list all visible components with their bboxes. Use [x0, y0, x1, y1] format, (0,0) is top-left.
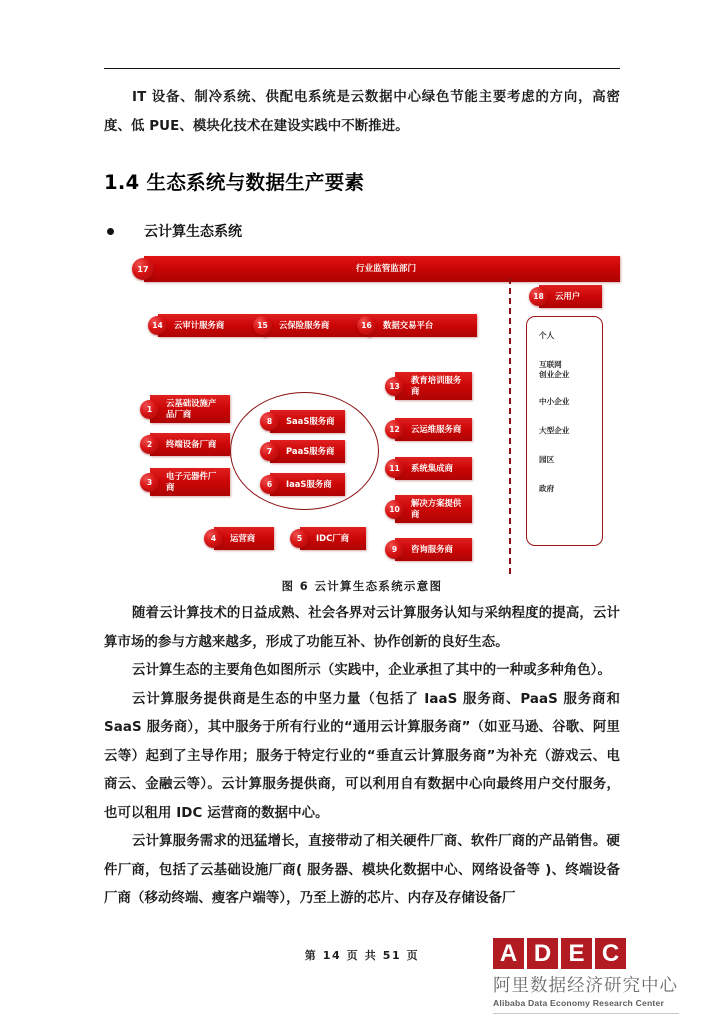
badge-number: 4	[204, 529, 223, 548]
badge-number: 18	[529, 287, 548, 306]
diagram-node-6	[260, 473, 345, 496]
node-label: 教育培训服务商	[395, 372, 472, 400]
user-type-item: 政府	[539, 484, 555, 493]
cloud-ecosystem-diagram	[132, 252, 620, 574]
paragraph-4: 云计算服务需求的迅猛增长，直接带动了相关硬件厂商、软件厂商的产品销售。硬件厂商，包括了云基础设施厂商( 服务器、模块化数据中心、网络设备等 )、终端设备厂商（移动终端、瘦客户端等），乃至上游的芯片、内存及存储设备厂	[104, 834, 620, 906]
paragraph-1: 随着云计算技术的日益成熟、社会各界对云计算服务认知与采纳程度的提高，云计算市场的参与方越来越多，形成了功能互补、协作创新的良好生态。	[104, 606, 620, 650]
page-top-rule	[104, 68, 620, 69]
adec-logo	[493, 938, 689, 1014]
diagram-node-15	[253, 314, 371, 337]
diagram-node-8	[260, 410, 345, 433]
badge-number: 13	[385, 377, 404, 396]
diagram-dashed-divider	[509, 278, 511, 574]
diagram-node-10	[385, 495, 472, 523]
badge-number: 17	[132, 258, 154, 280]
bullet-item-cloud-ecosystem	[104, 221, 620, 241]
page-content-top	[104, 84, 620, 241]
badge-number: 6	[260, 475, 279, 494]
node-label: 终端设备厂商	[150, 433, 230, 456]
badge-number: 8	[260, 412, 279, 431]
user-type-item: 大型企业	[539, 426, 570, 435]
banner-label: 行业监管监部门	[144, 256, 620, 282]
user-type-item: 互联网 创业企业	[539, 360, 570, 379]
page-content-bottom	[104, 600, 620, 914]
node-label: 解决方案提供商	[395, 495, 472, 523]
badge-number: 16	[357, 316, 376, 335]
diagram-node-7	[260, 440, 345, 463]
badge-number: 2	[140, 435, 159, 454]
diagram-node-9	[385, 538, 472, 561]
node-label: IDC厂商	[300, 527, 366, 550]
node-label: 云审计服务商	[158, 314, 266, 337]
diagram-banner-regulator	[132, 256, 620, 282]
diagram-node-13	[385, 372, 472, 400]
bullet-dot-icon	[107, 228, 114, 235]
diagram-node-1	[140, 395, 230, 423]
diagram-node-12	[385, 418, 472, 441]
bullet-item-label: 云计算生态系统	[144, 224, 242, 240]
badge-number: 12	[385, 420, 404, 439]
logo-underline	[493, 1013, 679, 1014]
node-label: 云基础设施产品厂商	[150, 395, 230, 423]
logo-letter-d: D	[527, 938, 558, 969]
node-label: 咨询服务商	[395, 538, 472, 561]
user-type-item: 个人	[539, 331, 555, 340]
diagram-node-18-cloud-users	[529, 285, 602, 308]
diagram-node-14	[148, 314, 266, 337]
diagram-node-11	[385, 457, 472, 480]
page-number-indicator: 第 14 页 共 51 页	[304, 949, 420, 962]
user-type-item: 园区	[539, 455, 555, 464]
badge-number: 1	[140, 400, 159, 419]
badge-number: 10	[385, 500, 404, 519]
node-label: 云保险服务商	[263, 314, 371, 337]
badge-number: 7	[260, 442, 279, 461]
logo-letter-c: C	[595, 938, 626, 969]
paragraph-3: 云计算服务提供商是生态的中坚力量（包括了 IaaS 服务商、PaaS 服务商和 SaaS 服务商），其中服务于所有行业的“通用云计算服务商”（如亚马逊、谷歌、阿里云等）起到了主导作用；服务于特定行业的“垂直云计算服务商”为补充（游戏云、电商云、金融云等）。云计算服务提供商，可以利用自有数据中心向最终用户交付服务，也可以租用 IDC 运营商的数据中心。	[104, 691, 620, 821]
figure-caption: 图 6 云计算生态系统示意图	[281, 579, 443, 593]
node-label: 数据交易平台	[367, 314, 477, 337]
logo-chinese-name: 阿里数据经济研究中心	[493, 976, 678, 996]
diagram-node-2	[140, 433, 230, 456]
badge-number: 3	[140, 473, 159, 492]
node-label: PaaS服务商	[270, 440, 345, 463]
node-label: 云用户	[539, 285, 602, 308]
diagram-node-5	[290, 527, 366, 550]
node-label: IaaS服务商	[270, 473, 345, 496]
section-heading: 1.4 生态系统与数据生产要素	[104, 171, 365, 194]
badge-number: 11	[385, 459, 404, 478]
node-label: SaaS服务商	[270, 410, 345, 433]
badge-number: 14	[148, 316, 167, 335]
logo-letter-e: E	[561, 938, 592, 969]
logo-letter-a: A	[493, 938, 524, 969]
badge-number: 9	[385, 540, 404, 559]
node-label: 运营商	[214, 527, 274, 550]
badge-number: 5	[290, 529, 309, 548]
node-label: 云运维服务商	[395, 418, 472, 441]
paragraph-2: 云计算生态的主要角色如图所示（实践中，企业承担了其中的一种或多种角色）。	[132, 663, 611, 678]
cloud-user-types-panel	[526, 316, 603, 546]
diagram-node-4	[204, 527, 274, 550]
logo-letter-boxes	[493, 938, 689, 969]
intro-paragraph: IT 设备、制冷系统、供配电系统是云数据中心绿色节能主要考虑的方向，高密度、低 PUE、模块化技术在建设实践中不断推进。	[104, 90, 620, 134]
diagram-node-3	[140, 468, 230, 496]
logo-english-name: Alibaba Data Economy Research Center	[493, 998, 665, 1008]
user-type-item: 中小企业	[539, 397, 570, 406]
diagram-node-16	[357, 314, 477, 337]
node-label: 电子元器件厂商	[150, 468, 230, 496]
node-label: 系统集成商	[395, 457, 472, 480]
badge-number: 15	[253, 316, 272, 335]
